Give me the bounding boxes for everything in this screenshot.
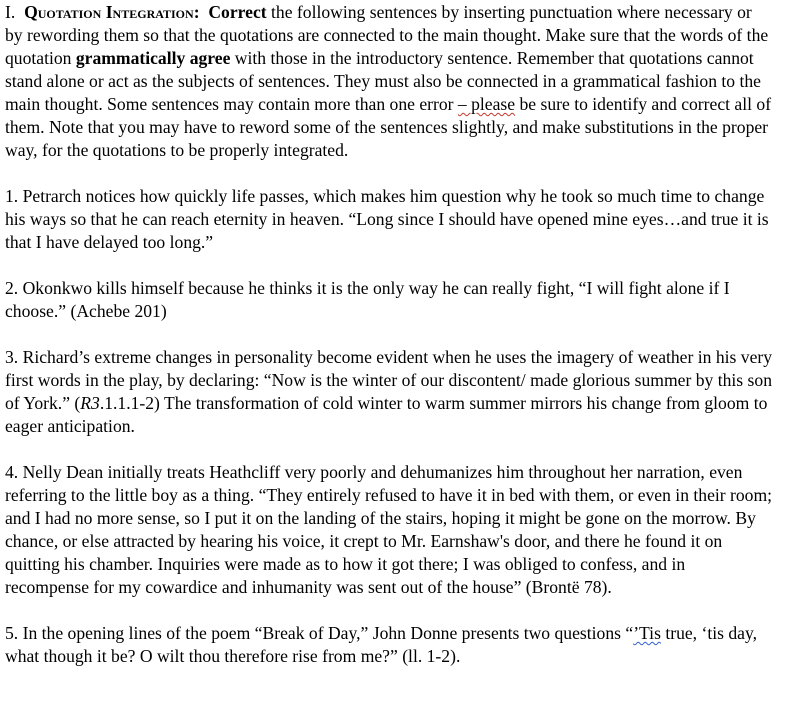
instructions-text-2: with those in the introductory sentence. Remember that quotations cannot stand alone or act as the subjects of sentences. They must also be connected in a grammatical fashion to the main thought. Some sentences may contain more than one error	[5, 48, 761, 114]
item-3-citation-play: R3	[80, 393, 100, 413]
item-2: 2. Okonkwo kills himself because he thinks it is the only way he can really fight, “I will fight alone if I choose.” (Achebe 201)	[5, 278, 730, 321]
section-numeral: I.	[5, 2, 16, 22]
item-3	[5, 346, 773, 438]
flagged-tis: ’Tis	[633, 623, 661, 643]
item-3-text-a: 3. Richard’s extreme changes in personality become evident when he uses the imagery of weather in his very first words in the play, by declaring: “Now is the winter of our discontent/ made glorious summer by this son of York.” (	[5, 347, 773, 413]
item-5-text-b: true, ‘tis day, what though it be? O wilt thou therefore rise from me?” (ll. 1-2).	[5, 623, 758, 666]
heading-colon: :	[193, 2, 200, 22]
correct-keyword: Correct	[208, 2, 267, 22]
section-heading: Quotation Integration	[24, 2, 194, 22]
paragraph-gap	[5, 162, 773, 185]
paragraph-gap	[5, 438, 773, 461]
item-3-text-b: .1.1.1-2) The transformation of cold winter to warm summer mirrors his change from gloom to eager anticipation.	[5, 393, 768, 436]
instructions-text-1: the following sentences by inserting punctuation where necessary or by rewording them so that the quotations are connected to the main thought. Make sure that the words of the quotation	[5, 2, 769, 68]
item-4: 4. Nelly Dean initially treats Heathcliff very poorly and dehumanizes him throughout her narration, even referring to the little boy as a thing. “They entirely refused to have it in bed with them, or even in their room; and I had no more sense, so I put it on the landing of the stairs, hoping it might be gone on the morrow. By chance, or else attracted by hearing his voice, it crept to Mr. Earnshaw's door, and there he found it on quitting his chamber. Inquiries were made as to how it got there; I was obliged to confess, and in recompense for my cowardice and inhumanity was sent out of the house” (Brontë 78).	[5, 462, 773, 597]
paragraph-gap	[5, 323, 773, 346]
grammatically-agree-emphasis: grammatically agree	[75, 48, 231, 68]
flagged-dash-please: – please	[457, 94, 516, 114]
paragraph-gap	[5, 599, 773, 622]
paragraph-gap	[5, 254, 773, 277]
item-5	[5, 622, 773, 668]
item-1: 1. Petrarch notices how quickly life passes, which makes him question why he took so much time to change his ways so that he can reach eternity in heaven. “Long since I should have opened mine eyes…and true it is that I have delayed too long.”	[5, 186, 769, 252]
item-5-text-a: 5. In the opening lines of the poem “Break of Day,” John Donne presents two questions “	[5, 623, 634, 643]
instructions-paragraph	[5, 1, 773, 162]
instructions-text-3: be sure to identify and correct all of them. Note that you may have to reword some of the sentences slightly, and make substitutions in the proper way, for the quotations to be properly integrated.	[5, 94, 772, 160]
